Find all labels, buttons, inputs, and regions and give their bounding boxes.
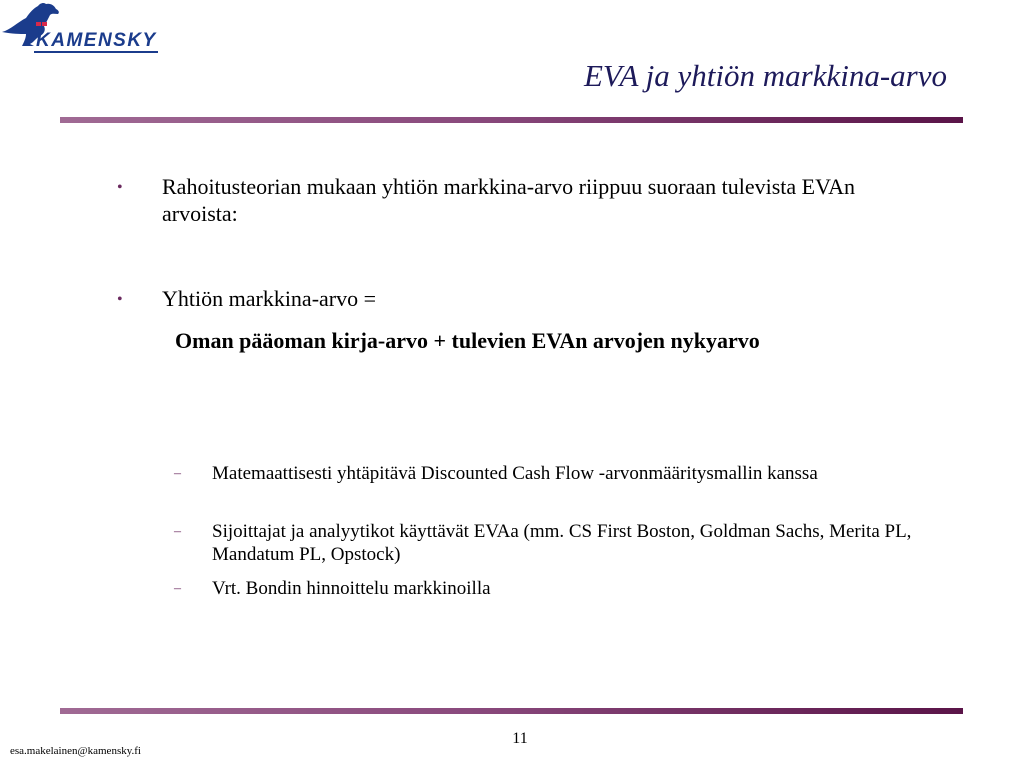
sub-bullet-marker: –	[174, 524, 181, 539]
logo-text: KAMENSKY	[36, 30, 157, 51]
formula-text: Oman pääoman kirja-arvo + tulevien EVAn arvojen nykyarvo	[175, 328, 760, 353]
sub-bullet-marker: –	[174, 581, 181, 596]
footer-email: esa.makelainen@kamensky.fi	[10, 745, 141, 757]
bullet-marker: •	[117, 291, 123, 308]
title-divider	[60, 117, 963, 123]
bullet-text: Yhtiön markkina-arvo =	[162, 286, 377, 311]
footer-divider	[60, 708, 963, 714]
slide-title: EVA ja yhtiön markkina-arvo	[583, 58, 947, 93]
bullet-text: Rahoitusteorian mukaan yhtiön markkina-arvo riippuu suoraan tulevista EVAn arvoista:	[162, 174, 856, 226]
kamensky-logo	[0, 0, 170, 60]
sub-bullet-marker: –	[174, 466, 181, 481]
page-number: 11	[512, 730, 528, 747]
sub-bullet-text: Matemaattisesti yhtäpitävä Discounted Cash Flow -arvonmääritysmallin kanssa	[212, 463, 818, 484]
sub-bullet-text: Sijoittajat ja analyytikot käyttävät EVAa (mm. CS First Boston, Goldman Sachs, Merita PL, Mandatum PL, Opstock)	[212, 521, 912, 565]
sub-bullet-text: Vrt. Bondin hinnoittelu markkinoilla	[212, 578, 491, 599]
bullet-marker: •	[117, 179, 123, 196]
